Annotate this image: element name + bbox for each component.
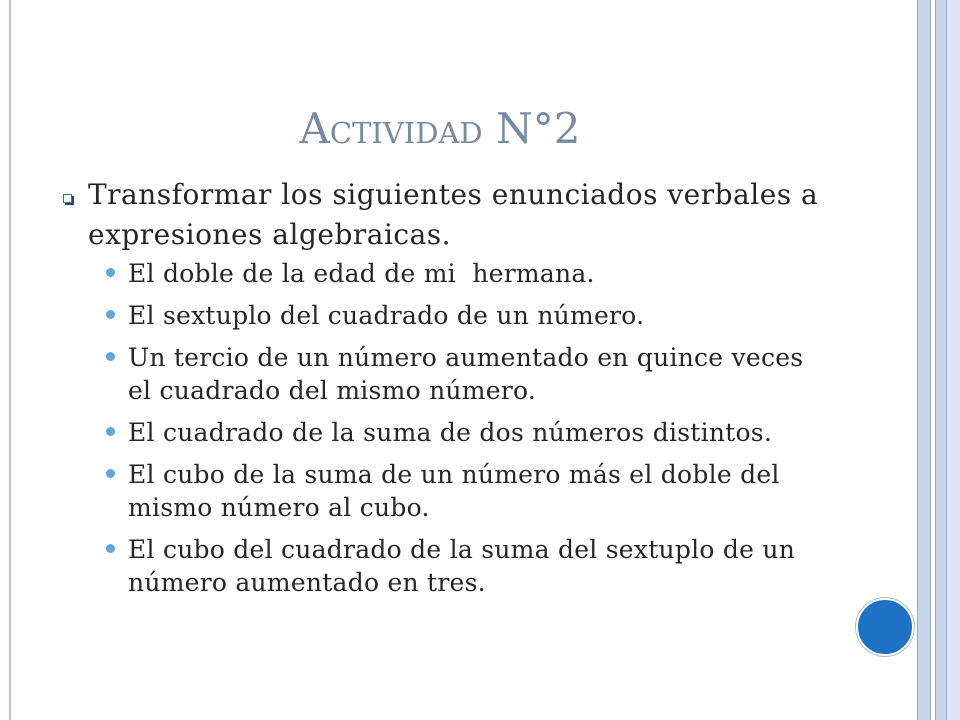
sub-bullet-line: El cuadrado de la suma de dos números distintos. bbox=[128, 418, 773, 447]
sub-bullet-line: El cubo de la suma de un número más el doble del bbox=[128, 460, 780, 489]
round-dot-bullet-icon bbox=[106, 469, 115, 478]
sub-bullet-line: número aumentado en tres. bbox=[128, 568, 486, 597]
hollow-square-bullet-icon bbox=[63, 194, 72, 203]
main-bullet-item bbox=[88, 175, 818, 255]
right-stripe-band bbox=[917, 0, 930, 720]
slide-title: Actividad N°2 bbox=[299, 104, 581, 153]
right-stripe-band bbox=[935, 0, 947, 720]
sub-bullet-line: Un tercio de un número aumentado en quince veces bbox=[128, 343, 804, 372]
sub-bullet-line: El doble de la edad de mi hermana. bbox=[128, 259, 595, 288]
accent-circle bbox=[856, 598, 914, 656]
sub-bullet-item bbox=[128, 416, 803, 449]
main-bullet-line: expresiones algebraicas. bbox=[88, 218, 452, 251]
sub-bullet-item bbox=[128, 257, 803, 290]
main-bullet-line: Transformar los siguientes enunciados verbales a bbox=[88, 178, 819, 211]
right-stripe-edge bbox=[947, 0, 960, 720]
sub-bullet-line: el cuadrado del mismo número. bbox=[128, 376, 537, 405]
sub-bullet-list bbox=[128, 257, 803, 608]
sub-bullet-item bbox=[128, 341, 803, 407]
round-dot-bullet-icon bbox=[106, 268, 115, 277]
sub-bullet-item bbox=[128, 458, 803, 524]
round-dot-bullet-icon bbox=[106, 352, 115, 361]
sub-bullet-line: El cubo del cuadrado de la suma del sextuplo de un bbox=[128, 535, 796, 564]
sub-bullet-item bbox=[128, 533, 803, 599]
round-dot-bullet-icon bbox=[106, 544, 115, 553]
sub-bullet-line: mismo número al cubo. bbox=[128, 493, 430, 522]
sub-bullet-item bbox=[128, 299, 803, 332]
round-dot-bullet-icon bbox=[106, 427, 115, 436]
round-dot-bullet-icon bbox=[106, 310, 115, 319]
sub-bullet-line: El sextuplo del cuadrado de un número. bbox=[128, 301, 645, 330]
